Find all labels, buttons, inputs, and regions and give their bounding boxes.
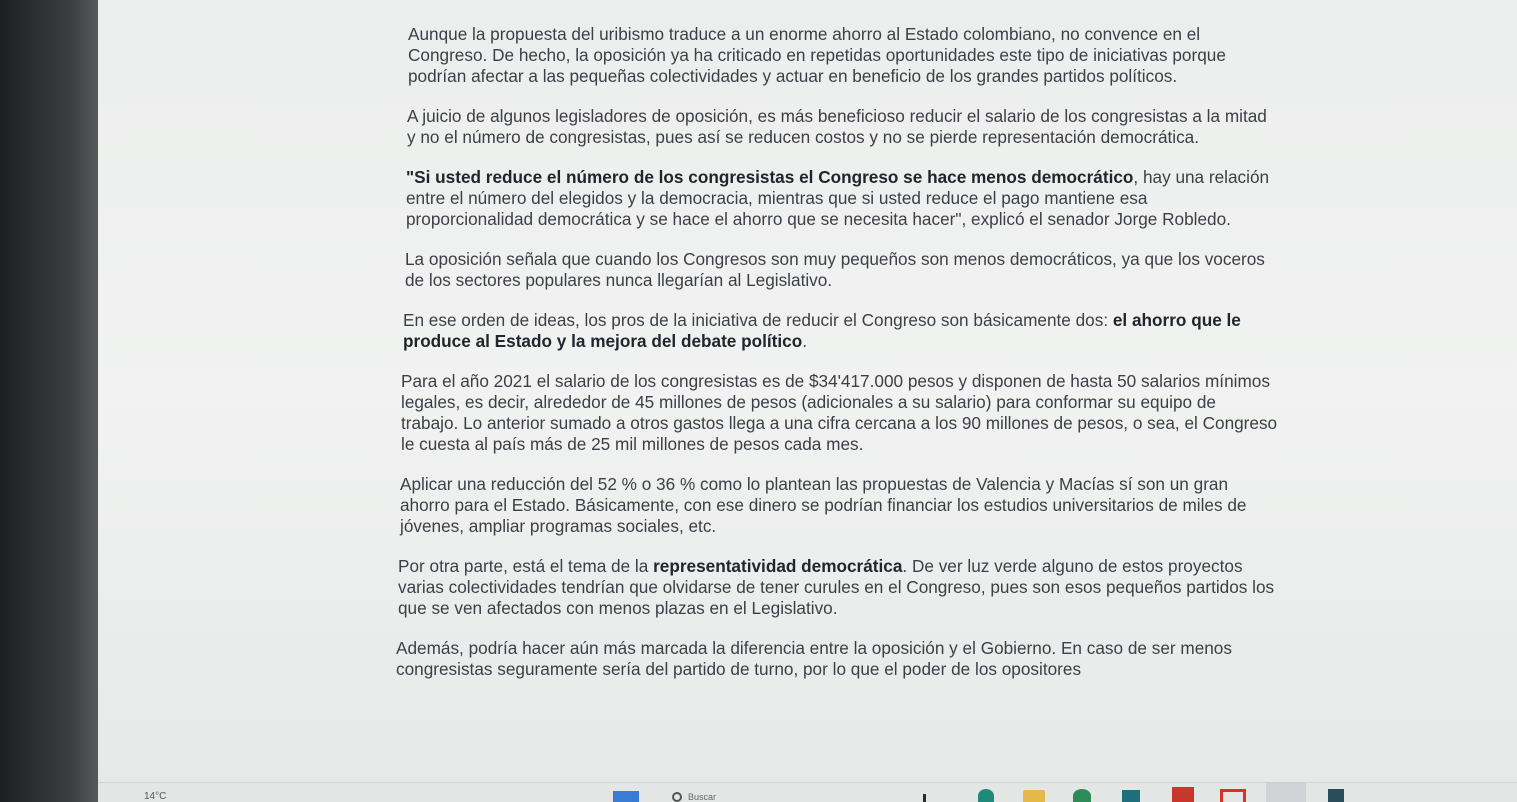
paragraph-8 [398,556,1278,619]
paragraph-7 [400,474,1278,537]
paragraph-3-quote [406,167,1278,230]
paragraph-6 [401,371,1278,455]
paragraph-6-text: Para el año 2021 el salario de los congresistas es de $34'417.000 pesos y disponen de hasta 50 salarios mínimos legales, es decir, alrededor de 45 millones de pesos (adicionales a su salario) para conformar su equipo de trabajo. Lo anterior sumado a otros gastos llega a una cifra cercana a los 90 millones de pesos, o sea, el Congreso le cuesta al país más de 25 mil millones de pesos cada mes. [401,371,1278,454]
paragraph-8-text: Por otra parte, está el tema de la [398,556,654,576]
calculator-icon[interactable] [1122,790,1140,802]
file-explorer-icon[interactable] [1023,790,1045,802]
paragraph-9-text: Además, podría hacer aún más marcada la diferencia entre la oposición y el Gobierno. En caso de ser menos congresistas seguramente sería del partido de turno, por lo que el poder de los opositores [396,638,1232,679]
gmail-icon[interactable] [1220,789,1246,802]
quote-rest-text: , hay una relación entre el número del elegidos y la democracia, mientras que si usted reduce el pago mantiene esa proporcionalidad democrática y se hace el ahorro que se necesita hacer", explicó el senador Jorge Robledo. [406,167,1270,229]
pinned-app-icon[interactable] [1266,783,1306,802]
paragraph-4-text: La oposición señala que cuando los Congresos son muy pequeños son menos democráticos, ya que los voceros de los sectores populares nunca llegarían al Legislativo. [405,249,1265,290]
paragraph-5-end: . [802,331,808,351]
paragraph-5-text: En ese orden de ideas, los pros de la iniciativa de reducir el Congreso son básicamente dos: [403,310,1113,330]
paragraph-7-text: Aplicar una reducción del 52 % o 36 % como lo plantean las propuestas de Valencia y Macías sí son un gran ahorro para el Estado. Básicamente, con ese dinero se podrían financiar los estudios universitarios de miles de jóvenes, ampliar programas sociales, etc. [400,474,1247,536]
paragraph-5-bold: el ahorro que le produce al Estado y la mejora del debate político [403,310,1241,351]
paragraph-8-rest: . De ver luz verde alguno de estos proyectos varias colectividades tendrían que olvidarse de tener curules en el Congreso, pues son esos pequeños partidos los que se ven afectados con menos plazas en el Legislativo. [398,556,1275,618]
paragraph-2-text: A juicio de algunos legisladores de oposición, es más beneficioso reducir el salario de los congresistas a la mitad y no el número de congresistas, pues así se reducen costos y no se pierde representación democrática. [407,106,1267,147]
article-body [398,24,1278,699]
paragraph-8-bold: representatividad democrática [653,556,903,576]
taskbar-search[interactable]: Buscar [688,792,717,802]
task-view-icon[interactable] [923,794,926,802]
monitor-bezel [0,0,98,802]
app-dark-icon[interactable] [1328,789,1344,802]
weather-widget[interactable]: 14°C [144,791,167,802]
edge-browser-icon[interactable] [978,789,994,802]
paragraph-5 [403,310,1278,352]
chrome-icon[interactable] [1073,789,1091,802]
paragraph-4 [405,249,1278,291]
document-viewport[interactable] [98,0,1517,790]
paragraph-2 [407,106,1278,148]
taskbar [98,782,1517,802]
paragraph-1-text: Aunque la propuesta del uribismo traduce a un enorme ahorro al Estado colombiano, no convence en el Congreso. De hecho, la oposición ya ha criticado en repetidas oportunidades este tipo de iniciativas porque podrían afectar a las pequeñas colectividades y actuar en beneficio de los grandes partidos políticos. [408,24,1226,86]
paragraph-1 [408,24,1278,87]
quote-bold-text: "Si usted reduce el número de los congresistas el Congreso se hace menos democrático [406,167,1134,187]
search-icon[interactable] [672,792,682,802]
start-menu-icon[interactable] [613,791,639,802]
app-red-icon[interactable] [1172,787,1194,802]
paragraph-9 [396,638,1278,680]
